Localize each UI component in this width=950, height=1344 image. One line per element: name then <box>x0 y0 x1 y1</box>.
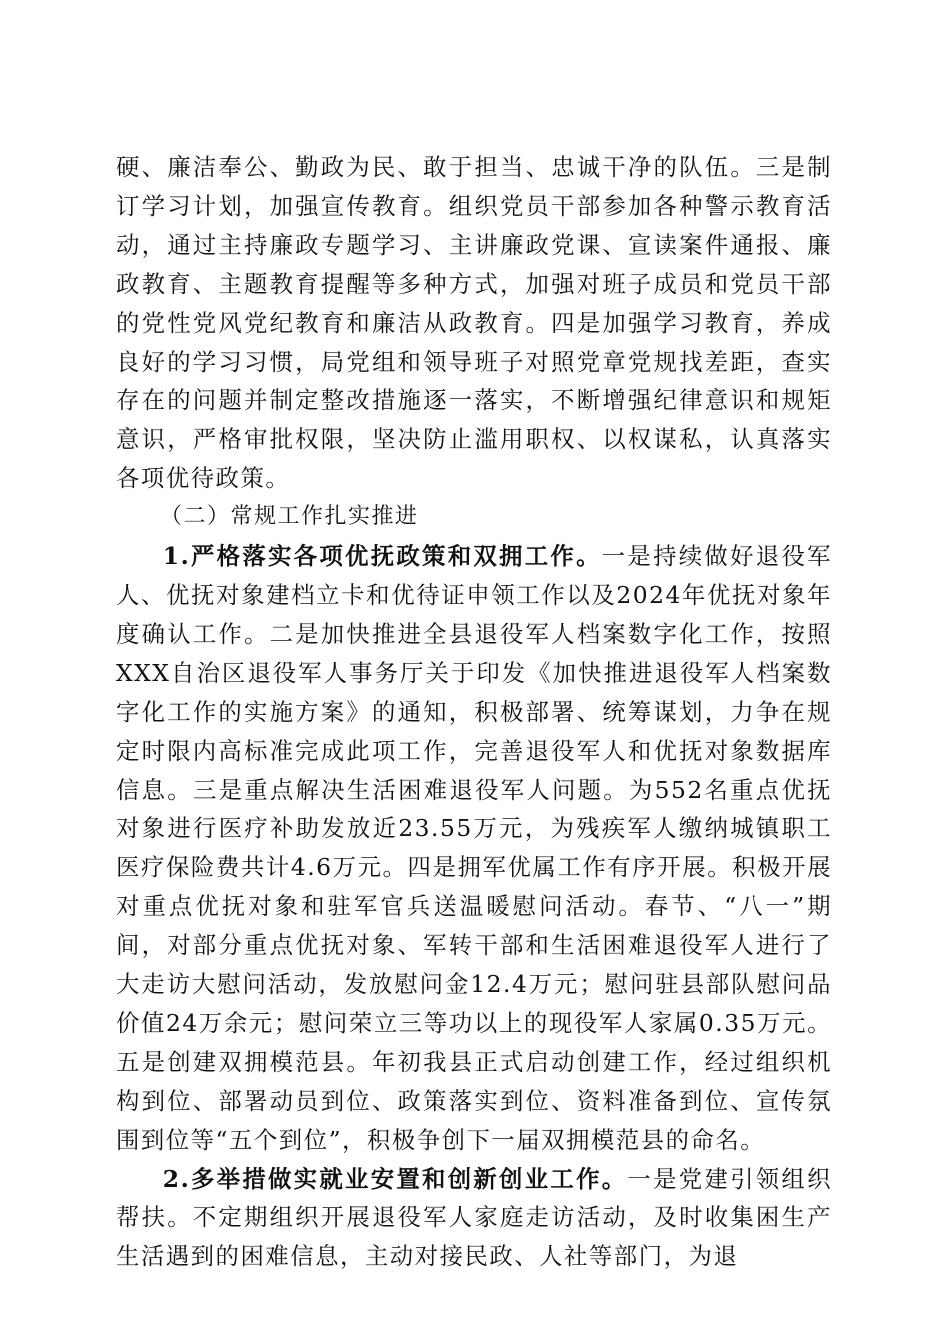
item-2-body: 一是党建引领组织帮扶。不定期组织开展退役军人家庭走访活动，及时收集困生产生活遇到的困难信息，主动对接民政、人社等部门，为退 <box>116 1164 832 1271</box>
paragraph-item-1 <box>116 537 832 1160</box>
item-2-title: 2.多举措做实就业安置和创新创业工作。 <box>162 1164 628 1193</box>
section-heading-2: （二）常规工作扎实推进 <box>160 504 419 530</box>
paragraph-continuation: 硬、廉洁奉公、勤政为民、敢于担当、忠诚干净的队伍。三是制订学习计划，加强宣传教育。组织党员干部参加各种警示教育活动，通过主持廉政专题学习、主讲廉政党课、宣读案件通报、廉政教育、主题教育提醒等多种方式，加强对班子成员和党员干部的党性党风党纪教育和廉洁从政教育。四是加强学习教育，养成良好的学习习惯，局党组和领导班子对照党章党规找差距，查实存在的问题并制定整改措施逐一落实，不断增强纪律意识和规矩意识，严格审批权限，坚决防止滥用职权、以权谋私，认真落实各项优待政策。 <box>116 153 832 493</box>
document-body <box>116 148 832 1276</box>
item-1-title: 1.严格落实各项优抚政策和双拥工作。 <box>162 542 602 571</box>
paragraph-item-2 <box>116 1160 832 1277</box>
item-1-body: 一是持续做好退役军人、优抚对象建档立卡和优待证申领工作以及2024年优抚对象年度确认工作。二是加快推进全县退役军人档案数字化工作，按照XXX自治区退役军人事务厅关于印发《加快推进退役军人档案数字化工作的实施方案》的通知，积极部署、统筹谋划，力争在规定时限内高标准完成此项工作，完善退役军人和优抚对象数据库信息。三是重点解决生活困难退役军人问题。为552名重点优抚对象进行医疗补助发放近23.55万元，为残疾军人缴纳城镇职工医疗保险费共计4.6万元。四是拥军优属工作有序开展。积极开展对重点优抚对象和驻军官兵送温暖慰问活动。春节、“八一”期间，对部分重点优抚对象、军转干部和生活困难退役军人进行了大走访大慰问活动，发放慰问金12.4万元；慰问驻县部队慰问品价值24万余元；慰问荣立三等功以上的现役军人家属0.35万元。五是创建双拥模范县。年初我县正式启动创建工作，经过组织机构到位、部署动员到位、政策落实到位、资料准备到位、宣传氛围到位等“五个到位”，积极争创下一届双拥模范县的命名。 <box>116 542 833 1154</box>
